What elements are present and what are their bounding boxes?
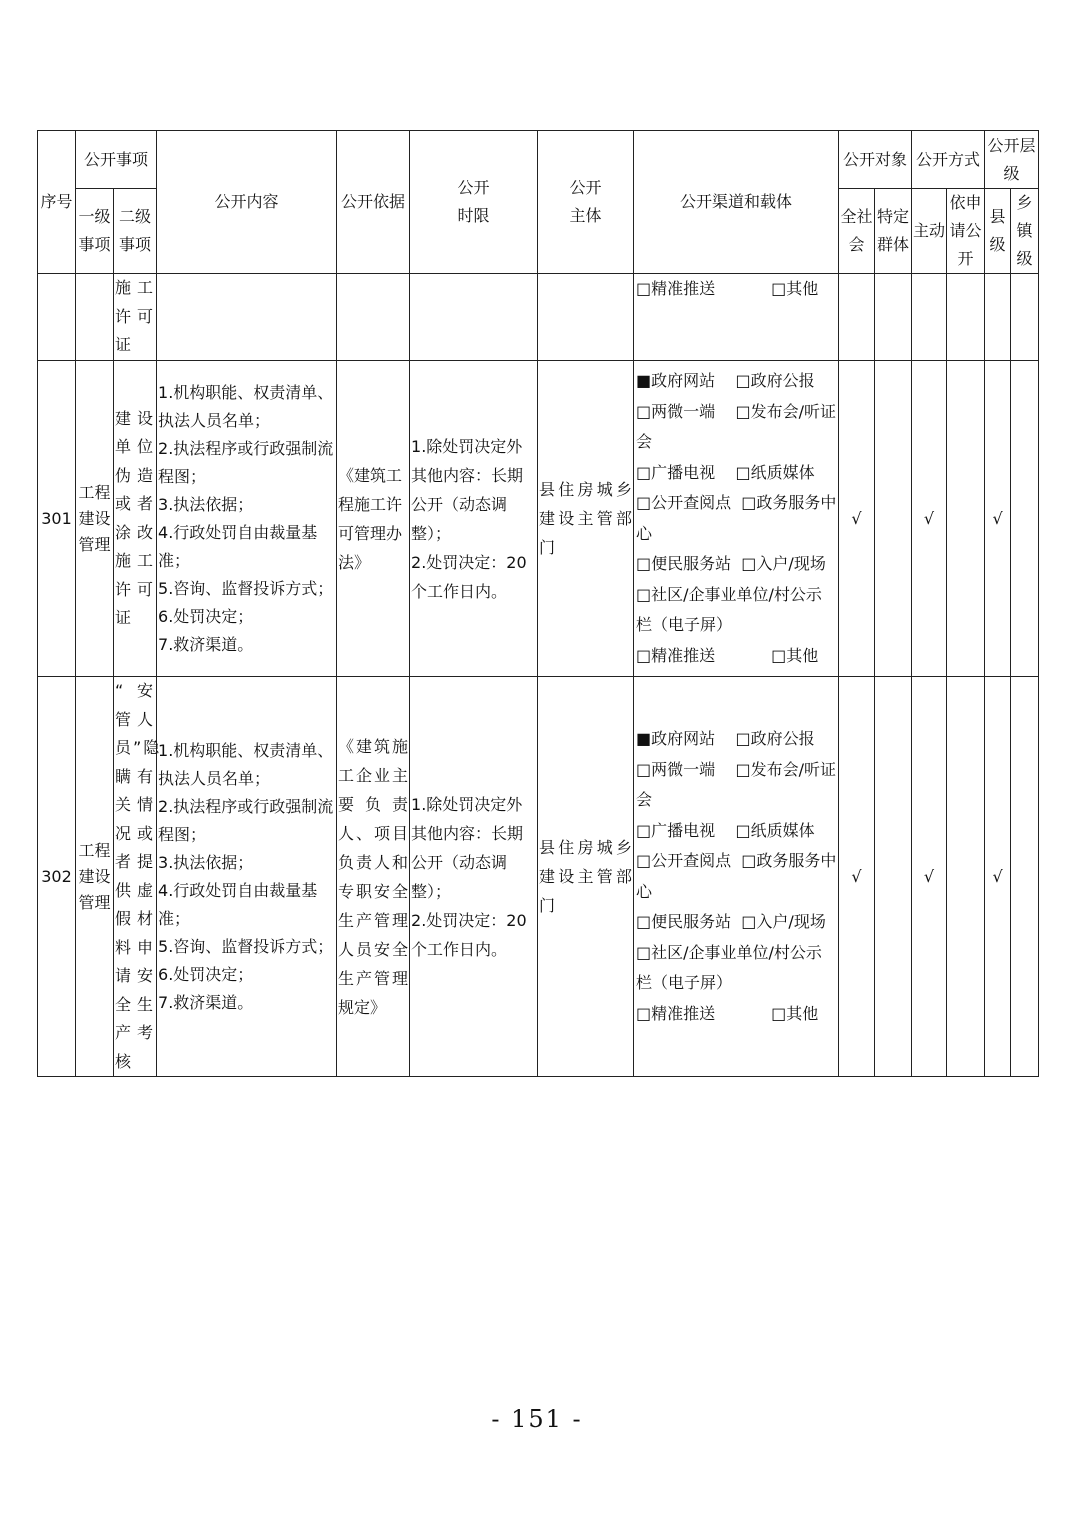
cont-method-request-cell [947,274,985,361]
header-level2: 二级事项 [114,189,157,274]
subject-cell: 县住房城乡建设主管部门 [538,677,634,1077]
channel-line: □社区/企事业单位/村公示栏（电子屏） [636,942,822,992]
channel-line: □两微一端 □发布会/听证会 [636,401,836,451]
content-cell [157,677,337,1077]
cont-level-county-cell [985,274,1011,361]
channel-line: □公开查阅点 □政务服务中心 [636,851,837,901]
content-item: 1.机构职能、权责清单、执法人员名单； [158,740,334,788]
method-request-check [947,361,985,677]
cont-level2-cell: 施工许可证 [114,274,157,361]
channel-line: □广播电视 □纸质媒体 [636,820,815,840]
header-subject [538,131,634,274]
content-item: 4.行政处罚自由裁量基准； [158,880,318,928]
method-request-check [947,677,985,1077]
time-limit-item: 1.除处罚决定外其他内容：长期公开（动态调整）； [411,436,524,543]
time-limit-cell [410,361,538,677]
header-subject-line2: 主体 [569,206,602,225]
level-county-check: √ [985,361,1011,677]
channel-line: □社区/企事业单位/村公示栏（电子屏） [636,584,822,634]
disclosure-table [37,130,1039,1077]
header-method-active: 主动 [912,189,947,274]
method-active-check: √ [912,677,947,1077]
header-target-group: 公开对象 [839,131,912,189]
content-item: 7.救济渠道。 [158,634,254,654]
channel-line: □便民服务站 □入户/现场 [636,912,826,931]
subject-cell: 县住房城乡建设主管部门 [538,361,634,677]
header-row-1 [38,131,1039,189]
table-row-continuation [38,274,1039,361]
header-target-specific: 特定群体 [875,189,912,274]
cont-method-active-cell [912,274,947,361]
channel-line: □精准推送 □其他 [636,645,819,665]
channel-line: □两微一端 □发布会/听证会 [636,759,836,809]
channel-line: ■政府网站 □政府公报 [636,371,815,390]
header-basis: 公开依据 [337,131,410,274]
cont-time-cell [410,274,538,361]
header-method-request: 依申请公开 [947,189,985,274]
channels-cell [634,361,839,677]
header-subject-line1: 公开 [569,178,602,197]
header-time-limit-line2: 时限 [457,206,490,225]
channel-line: □精准推送 □其他 [636,279,819,298]
content-item: 3.执法依据； [158,494,254,514]
header-channels: 公开渠道和载体 [634,131,839,274]
method-active-check: √ [912,361,947,677]
seq-cell: 301 [38,361,76,677]
content-item: 1.机构职能、权责清单、执法人员名单； [158,382,334,430]
header-time-limit-line1: 公开 [457,178,490,197]
page-number: - 151 - [491,1405,583,1433]
header-level-county: 县级 [985,189,1011,274]
cont-basis-cell [337,274,410,361]
level-town-check [1011,677,1039,1077]
basis-cell: 《建筑工程施工许可管理办法》 [337,361,410,677]
cont-target-all-cell [839,274,875,361]
cont-target-specific-cell [875,274,912,361]
header-item-group: 公开事项 [76,131,157,189]
header-method-group: 公开方式 [912,131,985,189]
header-content: 公开内容 [157,131,337,274]
content-item: 5.咨询、监督投诉方式； [158,936,334,956]
header-level1: 一级事项 [76,189,114,274]
target-all-check: √ [839,677,875,1077]
level1-cell: 工程建设管理 [76,677,114,1077]
target-all-check: √ [839,361,875,677]
level-town-check [1011,361,1039,677]
header-time-limit [410,131,538,274]
content-item: 6.处罚决定； [158,606,254,626]
channel-line: □便民服务站 □入户/现场 [636,554,826,573]
table-row [38,361,1039,677]
level1-cell: 工程建设管理 [76,361,114,677]
header-seq: 序号 [38,131,76,274]
content-cell [157,361,337,677]
content-item: 2.执法程序或行政强制流程图； [158,796,334,844]
channel-line: □精准推送 □其他 [636,1003,819,1023]
time-limit-cell [410,677,538,1077]
cont-channels-cell [634,274,839,361]
target-specific-check [875,361,912,677]
level-county-check: √ [985,677,1011,1077]
channel-line: □广播电视 □纸质媒体 [636,462,815,482]
seq-cell: 302 [38,677,76,1077]
time-limit-item: 2.处罚决定：20个工作日内。 [411,552,527,601]
content-item: 4.行政处罚自由裁量基准； [158,522,318,570]
level2-cell: 建设单位伪造或者涂改施工许可证 [114,361,157,677]
content-item: 3.执法依据； [158,852,254,872]
content-item: 5.咨询、监督投诉方式； [158,578,334,598]
cont-content-cell [157,274,337,361]
basis-cell: 《建筑施工企业主要负责人、项目负责人和专职安全生产管理人员安全生产管理规定》 [337,677,410,1077]
cont-level1-cell [76,274,114,361]
level2-cell: “安管人员”隐瞒有关情况或者提供虚假材料申请安全生产考核 [114,677,157,1077]
time-limit-item: 2.处罚决定：20个工作日内。 [411,910,527,959]
channel-line: □公开查阅点 □政务服务中心 [636,493,837,543]
header-target-all: 全社会 [839,189,875,274]
content-item: 7.救济渠道。 [158,992,254,1012]
content-item: 2.执法程序或行政强制流程图； [158,438,334,486]
content-item: 6.处罚决定； [158,964,254,984]
time-limit-item: 1.除处罚决定外其他内容：长期公开（动态调整）； [411,794,524,901]
target-specific-check [875,677,912,1077]
table-row [38,677,1039,1077]
channel-line: ■政府网站 □政府公报 [636,729,815,748]
channels-cell [634,677,839,1077]
header-level-town: 乡镇级 [1011,189,1039,274]
cont-subject-cell [538,274,634,361]
header-level-group: 公开层级 [985,131,1039,189]
cont-seq-cell [38,274,76,361]
cont-level-town-cell [1011,274,1039,361]
